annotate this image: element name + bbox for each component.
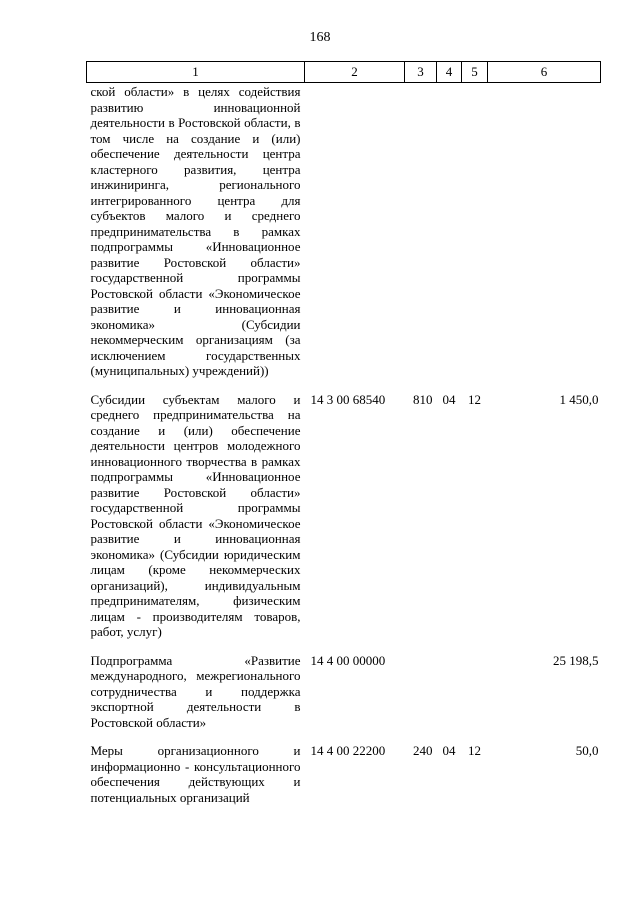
row-sum: 1 450,0 <box>559 391 599 407</box>
row-name: Подпрограмма «Развитие международного, межрегионального сотрудничества и поддержка экспортной деятельности в Ростовской области» <box>90 652 301 730</box>
page-number: 168 <box>309 30 331 45</box>
row-name: ской области» в целях содействия развитию инновационной деятельности в Ростовской области, в том числе на создание и (или) обеспечение деятельности центра кластерного развития, центра инжиниринга, регионального интегрированного центра для субъектов малого и среднего предпринимательства в рамках подпрограммы «Инновационное развитие Ростовской области» государственной программы Ростовской области «Экономическое развитие и инновационная экономика» (Субсидии некоммерческим организациям (за исключением государственных (муниципальных) учреждений)) <box>90 84 301 378</box>
row-name: Меры организационного и информационно - консультационного обеспечения действующих и потенциальных организаций <box>90 743 301 805</box>
row-subsection: 12 <box>468 391 481 407</box>
table-row <box>87 83 601 379</box>
header-col-1: 1 <box>87 62 305 83</box>
row-expense-type: 810 <box>413 391 433 407</box>
row-code: 14 3 00 68540 <box>310 391 386 407</box>
row-section <box>437 83 462 379</box>
row-expense-type: 240 <box>413 743 433 758</box>
table-row <box>87 730 601 805</box>
row-section: 04 <box>442 743 456 758</box>
table-row <box>87 379 601 640</box>
row-name: Субсидии субъектам малого и среднего предпринимательства на создание и (или) обеспечение деятельности центров молодежного инновационного творчества в рамках подпрограммы «Инновационное развитие Ростовской области» государственной программы Ростовской области «Экономическое развитие и инновационная экономика» (Субсидии юридическим лицам (кроме некоммерческих организаций), индивидуальным предпринимателям, физическим лицам - производителям товаров, работ, услуг) <box>90 391 301 639</box>
header-col-4: 4 <box>437 62 462 83</box>
row-subsection: 12 <box>468 743 481 758</box>
row-sum: 25 198,5 <box>553 652 599 668</box>
row-sum <box>488 83 601 379</box>
row-code: 14 4 00 22200 <box>310 743 386 758</box>
row-subsection <box>462 640 488 731</box>
row-subsection <box>462 83 488 379</box>
table-row <box>87 640 601 731</box>
header-col-6: 6 <box>488 62 601 83</box>
header-col-2: 2 <box>305 62 405 83</box>
row-expense-type <box>405 640 437 731</box>
header-col-5: 5 <box>462 62 488 83</box>
row-section <box>437 640 462 731</box>
row-expense-type <box>405 83 437 379</box>
table-header-row <box>87 62 601 83</box>
row-sum: 50,0 <box>575 743 599 758</box>
budget-table <box>86 61 601 805</box>
row-code: 14 4 00 00000 <box>310 652 386 668</box>
header-col-3: 3 <box>405 62 437 83</box>
row-code <box>305 83 405 379</box>
row-section: 04 <box>442 391 456 407</box>
